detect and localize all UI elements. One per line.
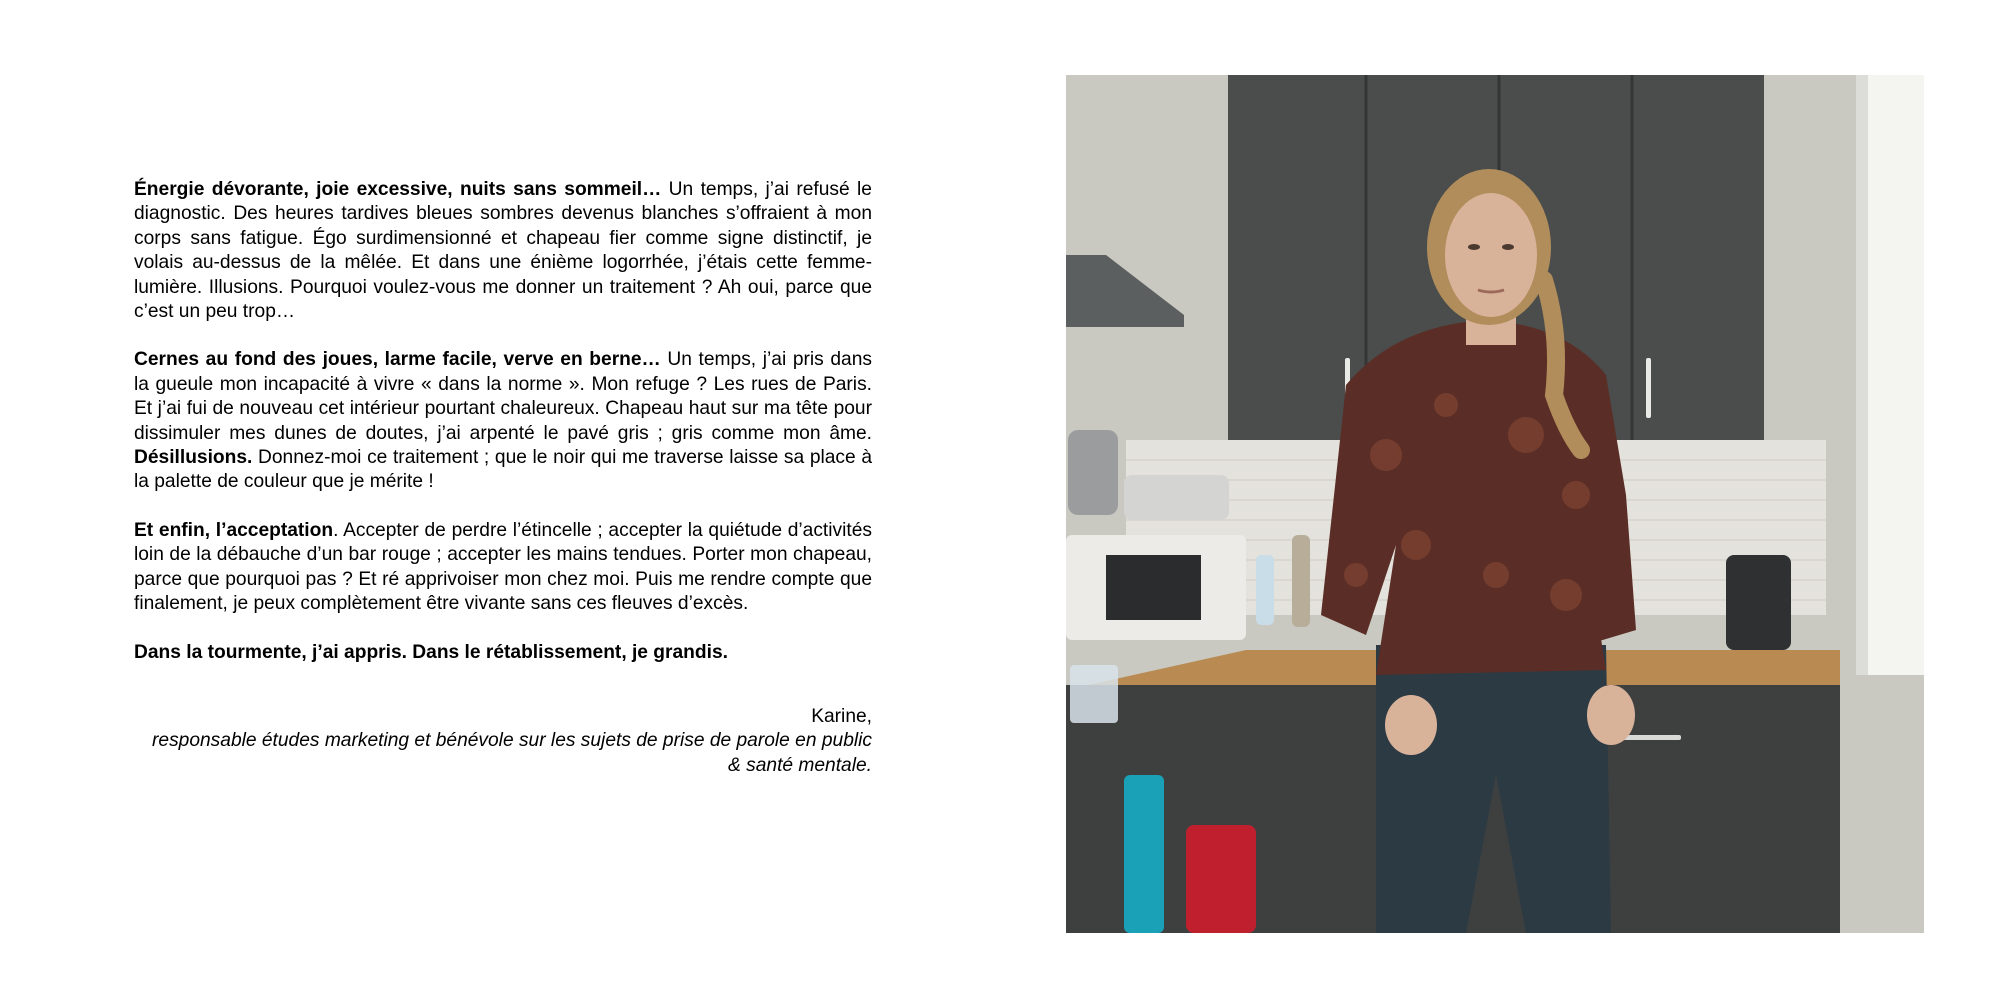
- paragraph-1-lead: Énergie dévorante, joie excessive, nuits sans sommeil…: [134, 179, 662, 200]
- left-hand: [1385, 695, 1437, 755]
- red-towel: [1186, 825, 1256, 933]
- paragraph-2-body: Un temps, j’ai pris dans la gueule mon incapacité à vivre « dans la norme ». Mon refuge ? Les rues de Paris. Et j’ai fui de nouveau cet intérieur pourtant chaleureux. Chapeau haut sur ma tête pour dissimuler mes dunes de doutes, j’ai arpenté le pavé gris ; gris comme mon âme.: [134, 349, 872, 444]
- coffee-machine: [1726, 555, 1791, 650]
- bottle: [1292, 535, 1310, 627]
- appliance: [1124, 475, 1229, 520]
- paragraph-2: [134, 348, 872, 494]
- paragraph-2-emphasis: Désillusions.: [134, 447, 253, 469]
- right-hand: [1587, 685, 1635, 745]
- bottle: [1256, 555, 1274, 625]
- signature: [134, 705, 872, 778]
- closing-statement: Dans la tourmente, j’ai appris. Dans le rétablissement, je grandis.: [134, 641, 728, 663]
- paragraph-2-lead: Cernes au fond des joues, larme facile, verve en berne…: [134, 349, 661, 371]
- signature-role: responsable études marketing et bénévole sur les sujets de prise de parole en public & santé mentale.: [152, 730, 872, 776]
- signature-name: Karine,: [811, 705, 872, 727]
- testimony-text: [134, 178, 872, 778]
- portrait-illustration: [1066, 75, 1924, 933]
- portrait-photo: [1066, 75, 1924, 933]
- paragraph-1: [134, 178, 872, 324]
- glass: [1070, 665, 1118, 723]
- face: [1445, 193, 1537, 317]
- window: [1866, 75, 1924, 675]
- cabinet-handle: [1646, 358, 1651, 418]
- paragraph-3-body: . Accepter de perdre l’étincelle ; accepter la quiétude d’activités loin de la débauche d’un bar rouge ; accepter les mains tendues. Porter mon chapeau, parce que pourquoi pas ? Et ré apprivoiser mon chez moi. Puis me rendre compte que finalement, je peux complètement être vivante sans ces fleuves d’excès.: [134, 519, 872, 615]
- kettle: [1068, 430, 1118, 515]
- paragraph-1-body: Un temps, j’ai refusé le diagnostic. Des heures tardives bleues sombres devenus blanches s’offraient à mon corps sans fatigue. Égo surdimensionné et chapeau fier comme signe distinctif, je volais au-dessus de la mêlée. Et dans une énième logorrhée, j’étais cette femme-lumière. Illusions. Pourquoi voulez-vous me donner un traitement ? Ah oui, parce que c’est un peu trop…: [134, 179, 872, 323]
- teal-towel: [1124, 775, 1164, 933]
- paragraph-2-tail: Donnez-moi ce traitement ; que le noir qui me traverse laisse sa place à la palette de couleur que je mérite !: [134, 447, 872, 493]
- paragraph-3-lead: Et enfin, l’acceptation: [134, 519, 334, 541]
- paragraph-3: [134, 519, 872, 617]
